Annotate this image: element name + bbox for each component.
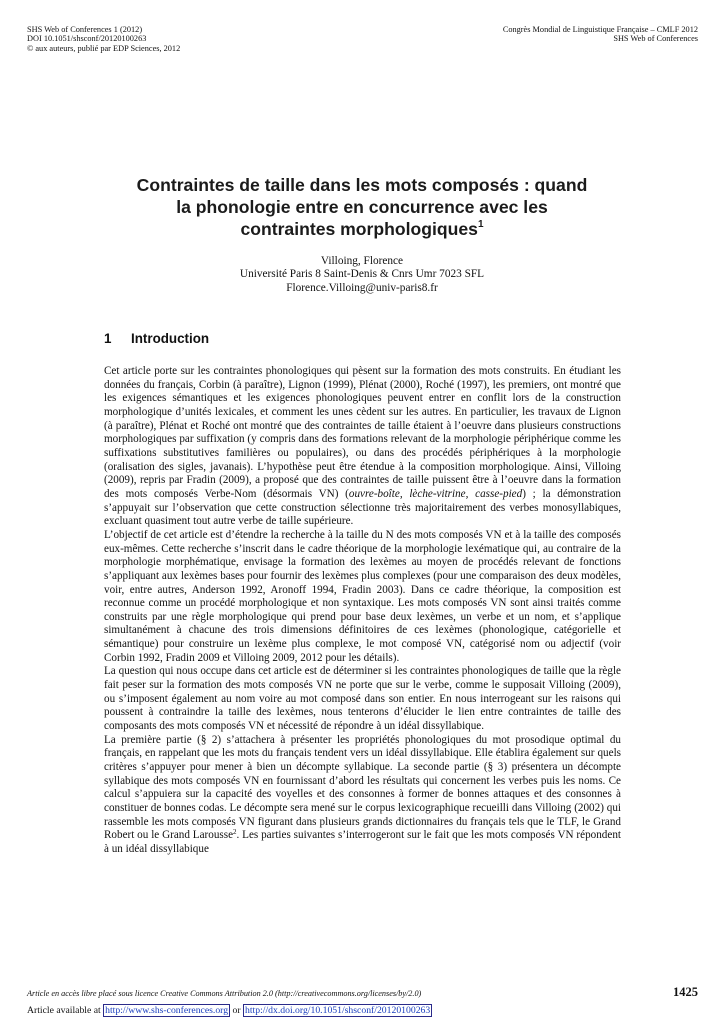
- doi-line: DOI 10.1051/shsconf/20120100263: [27, 34, 147, 44]
- section-number: 1: [104, 331, 112, 346]
- example-compounds: ouvre-boîte, lèche-vitrine, casse-pied: [348, 487, 523, 500]
- paragraph-3: La question qui nous occupe dans cet article est de déterminer si les contraintes phonologiques de taille que la règle fait peser sur la formation des mots composés VN ne porte que sur le verbe, comme le supposait Villoing (2009), ou s’imposent également au nom voire au mot composé dans son entier. En nous interrogeant sur les raisons qui poussent à contraindre la taille des lexèmes, nous tenterons d’élucider le lien entre contraintes de taille des composants des mots composés VN et nécessité de répondre à un idéal dissyllabique.: [104, 665, 621, 733]
- title-line-2: la phonologie entre en concurrence avec les: [176, 197, 548, 217]
- author-affiliation: Université Paris 8 Saint-Denis & Cnrs Umr 7023 SFL: [239, 268, 485, 281]
- license-note: Article en accès libre placé sous licence Creative Commons Attribution 2.0 (http://creativecommons.org/licenses/by/2.0): [27, 989, 422, 998]
- footnote-ref-2: 2: [233, 828, 237, 837]
- section-title: Introduction: [131, 331, 210, 346]
- doi-link[interactable]: http://dx.doi.org/10.1051/shsconf/20120100263: [245, 1005, 431, 1016]
- series-name: SHS Web of Conferences: [613, 34, 698, 44]
- paragraph-2: L’objectif de cet article est d’étendre la recherche à la taille du N des mots composés VN et à la taille des composés eux-mêmes. Cette recherche s’inscrit dans le cadre théorique de la morphologie lexématique qui, au contraire de la morphologie morphématique, envisage la formation des lexèmes au moyen de procédés relevant de fonctions s’appliquant aux lexèmes bases pour fournir des lexèmes plus complexes (pour une comparaison des deux modèles, voir, entre autres, Anderson 1992, Aronoff 1994, Fradin 2003). Dans ce cadre théorique, la composition est reconnue comme un procédé morphologique et non syntaxique. Les mots composés VN sont ainsi traités comme construits par une règle morphologique qui prend pour base deux lexèmes, un verbe et un nom, et s’applique simultanément à chacune des trois dimensions définitoires de ces lexèmes (phonologique, catégorielle et sémantique) pour construire un lexème plus complexe, le mot composé VN, catégorisé nom ou adjectif (voir Corbin 1992, Fradin 2009 et Villoing 2009, 2012 pour les détails).: [104, 528, 621, 664]
- paragraph-4: La première partie (§ 2) s’attachera à présenter les propriétés phonologiques du mot prosodique optimal du français, en rappelant que les mots du français tendent vers un idéal dissyllabique. Elle établira également sur quels critères s’appuyer pour mener à bien un décompte syllabique. La seconde partie (§ 3) présentera un décompte syllabique des mots composés VN en fournissant d’abord les résultats qui concernent les verbes puis les noms. Ce calcul s’appuiera sur la capacité des voyelles et des consonnes à former de bonnes attaques et des consonnes à constituer de bonnes codas. Le décompte sera mené sur le corpus lexicographique recueilli dans Villoing (2002) qui rassemble les mots composés VN figurant dans plusieurs grands dictionnaires du français tels que le TLF, le Grand Robert ou le Grand Larousse$^2$. Les parties suivantes s’interrogeront sur le fait que les mots composés VN répondent à un idéal dissyllabique: [104, 733, 621, 855]
- paragraph-1: Cet article porte sur les contraintes phonologiques qui pèsent sur la formation des mots construits. En étudiant les données du français, Corbin (à paraître), Lignon (1999), Plénat (2000), Roché (1997), les premiers, ont montré que les exigences sémantiques et les exigences phonologiques peuvent entrer en conflit lors de la construction morphologique d’unités lexicales, et comment les unes cèdent sur les autres. En particulier, les travaux de Lignon (à paraître), Plénat et Roché ont montré que des contraintes de taille étaient à l’oeuvre dans plusieurs constructions morphologiques par suffixation (y compris dans des formations relevant de la morphologie périphérique comme les suffixations substitutives familières ou populaires), ou dans des procédés périphériques à la morphologie (oralisation des sigles, javanais). L’hypothèse peut être étendue à la composition morphologique. Ainsi, Villoing (2009), repris par Fradin (2009), a proposé que des contraintes de taille puissent être à l’oeuvre dans la formation des mots composés Verbe-Nom (désormais VN) (ouvre-boîte, lèche-vitrine, casse-pied) ; la démonstration s’appuyait sur l’observation que cette construction sélectionne très majoritairement des verbes monosyllabiques, excluant quasiment tout autre verbe de taille supérieure.: [104, 365, 621, 528]
- running-header-left: [27, 25, 180, 53]
- author-name: Villoing, Florence: [320, 255, 404, 267]
- conference-name: Congrès Mondial de Linguistique Française – CMLF 2012: [502, 25, 698, 34]
- running-header-right: [503, 25, 698, 44]
- copyright-line: © aux auteurs, publié par EDP Sciences, 2012: [27, 43, 181, 53]
- title-footnote-mark: 1: [477, 219, 484, 230]
- author-email: Florence.Villoing@univ-paris8.fr: [286, 281, 438, 294]
- author-block: [100, 255, 624, 295]
- title-line-3: contraintes morphologiques$^1$: [240, 219, 484, 239]
- title-line-1: Contraintes de taille dans les mots composés : quand: [136, 175, 588, 195]
- page-number: 1425: [673, 985, 698, 999]
- body-text: [104, 365, 621, 857]
- section-heading: [104, 331, 209, 346]
- availability-line: Article available at http://www.shs-conferences.org or http://dx.doi.org/10.1051/shsconf/20120100263: [27, 1005, 431, 1016]
- paper-title: [100, 174, 624, 240]
- shs-conferences-link[interactable]: http://www.shs-conferences.org: [105, 1005, 229, 1016]
- journal-volume: SHS Web of Conferences 1 (2012): [27, 25, 143, 34]
